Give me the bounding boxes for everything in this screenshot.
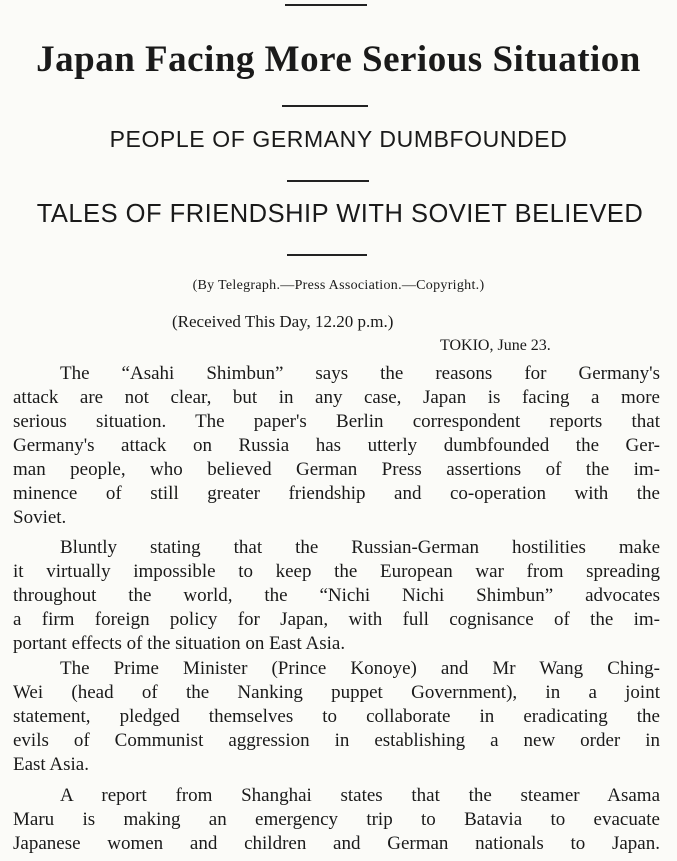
- body-line: Bluntly stating that the Russian-German hostilities make: [60, 537, 660, 558]
- body-line: minence of still greater friendship and co-operation with the: [13, 483, 660, 504]
- body-line: portant effects of the situation on East Asia.: [13, 633, 346, 654]
- subheadline-germany: PEOPLE OF GERMANY DUMBFOUNDED: [109, 126, 568, 152]
- body-line: a firm foreign policy for Japan, with full cognisance of the im-: [13, 609, 660, 630]
- body-line: throughout the world, the “Nichi Nichi Shimbun” advocates: [13, 585, 660, 606]
- body-line: serious situation. The paper's Berlin correspondent reports that: [13, 411, 660, 432]
- body-line: East Asia.: [13, 754, 89, 775]
- body-line: Maru is making an emergency trip to Batavia to evacuate: [13, 809, 660, 830]
- top-rule: [285, 4, 367, 6]
- body-line: statement, pledged themselves to collaborate in eradicating the: [13, 706, 660, 727]
- wire-credit: (By Telegraph.—Press Association.—Copyright.): [192, 278, 485, 293]
- dateline: TOKIO, June 23.: [440, 337, 551, 354]
- subheadline-soviet: TALES OF FRIENDSHIP WITH SOVIET BELIEVED: [36, 200, 644, 228]
- body-line: evils of Communist aggression in establishing a new order in: [13, 730, 660, 751]
- headline-divider-rule: [282, 105, 368, 107]
- subheadline-divider-rule: [287, 180, 369, 182]
- received-line: (Received This Day, 12.20 p.m.): [172, 312, 394, 331]
- body-line: The “Asahi Shimbun” says the reasons for Germany's: [60, 363, 660, 384]
- body-line: Wei (head of the Nanking puppet Government), in a joint: [13, 682, 660, 703]
- deck-divider-rule: [287, 254, 367, 256]
- body-line: it virtually impossible to keep the European war from spreading: [13, 561, 660, 582]
- body-line: Japanese women and children and German nationals to Japan.: [13, 833, 660, 854]
- body-line: A report from Shanghai states that the steamer Asama: [60, 785, 660, 806]
- body-line: man people, who believed German Press assertions of the im-: [13, 459, 660, 480]
- body-line: attack are not clear, but in any case, Japan is facing a more: [13, 387, 660, 408]
- body-line: Soviet.: [13, 507, 67, 528]
- body-line: The Prime Minister (Prince Konoye) and Mr Wang Ching-: [60, 658, 660, 679]
- headline: Japan Facing More Serious Situation: [36, 39, 641, 80]
- body-line: Germany's attack on Russia has utterly dumbfounded the Ger-: [13, 435, 660, 456]
